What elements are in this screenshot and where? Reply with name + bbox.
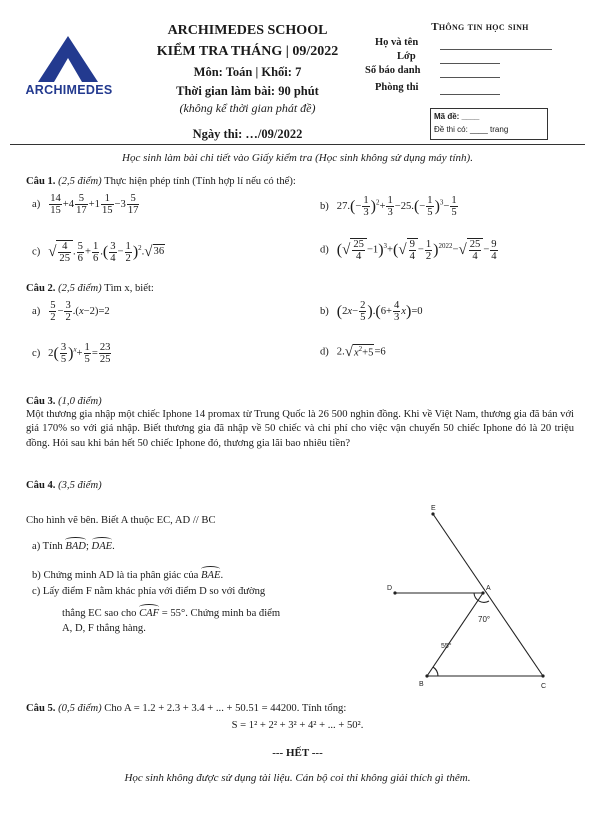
- geometry-figure: [375, 498, 565, 698]
- header-divider: [10, 144, 585, 145]
- point-label-d: D: [387, 585, 393, 592]
- logo-wordmark: ARCHIMEDES: [25, 83, 113, 97]
- q1d-expression: d) (√ $\frac{25}{4}$ −1)$^3$+(√ $\frac{9}{4}$ − $\frac{1}{2}$ )$^{2022}$−√ $\frac{25}{4}$ − $\frac{9}{4}$: [320, 238, 497, 263]
- q4-heading: Câu 4. (3,5 điểm): [26, 480, 102, 491]
- point-label-b: B: [419, 681, 424, 688]
- pages-label: Đề thi có:: [434, 125, 468, 134]
- school-name: ARCHIMEDES SCHOOL: [167, 23, 328, 38]
- q1b-expression: b) 27.(− $\frac{1}{3}$ )$^2$+ $\frac{1}{3}$ −25.(− $\frac{1}{5}$ )$^3$− $\frac{1}{5}$: [320, 195, 457, 219]
- exam-title: KIỂM TRA THÁNG | 09/2022: [156, 43, 339, 59]
- end-marker: --- HẾT ---: [272, 747, 323, 759]
- q2c-equation: c) 2( $\frac{3}{5}$ )$^x$+ $\frac{1}{5}$ = $\frac{23}{25}$: [32, 342, 111, 366]
- room-line: [440, 94, 500, 95]
- subject-line: Môn: Toán | Khối: 7: [193, 64, 302, 79]
- q5-line1: Câu 5. (0,5 điểm) Cho A = 1.2 + 2.3 + 3.4 + ... + 50.51 = 44200. Tính tổng:: [26, 703, 347, 714]
- q3-text: Một thương gia nhập một chiếc Iphone 14 promax từ Trung Quốc là 26 500 nghìn đồng. Khi về Việt Nam, thương gia đã bán với giá 170% so với giá nhập. Biết thương gia đã nhập về 50 chiếc và chi phí cho việc vận chuyển 50 chiếc Iphone đó là 20 triệu đồng. Hỏi sau khi bán hết 50 chiếc Iphone đó, thương gia lãi bao nhiêu tiền?: [26, 409, 574, 449]
- line-ba: [427, 593, 483, 676]
- figure-points: [393, 512, 544, 677]
- q2-heading: Câu 2. (2,5 điểm) Tìm x, biết:: [26, 283, 154, 294]
- code-label: Mã đề:: [434, 112, 460, 121]
- student-info-title: Thông tin học sinh: [431, 21, 529, 33]
- class-line: [440, 63, 500, 64]
- instruction: Học sinh làm bài chi tiết vào Giấy kiểm tra (Học sinh không sử dụng máy tính).: [122, 152, 473, 164]
- angle-b-arc: [433, 667, 438, 676]
- exam-header: [135, 22, 360, 143]
- class-label: Lớp: [397, 51, 416, 62]
- q4c-line2: thẳng EC sao cho CAF = 55°. Chứng minh ba điểm: [62, 604, 280, 621]
- time-line: Thời gian làm bài: 90 phút: [176, 83, 319, 98]
- room-label: Phòng thi: [375, 82, 419, 93]
- exam-code-box: Mã đề: ____ Đề thi có: ____ trang: [430, 108, 548, 140]
- q5-sum: S = 1² + 2² + 3² + 4² + ... + 50².: [231, 720, 364, 731]
- point-label-c: C: [541, 683, 547, 690]
- q3-heading: Câu 3. (1,0 điểm): [26, 396, 102, 407]
- q1a-expression: a) $\frac{14}{15}$ +4 $\frac{5}{17}$ +1 $\frac{1}{15}$ −3 $\frac{5}{17}$: [32, 193, 139, 217]
- student-info: [365, 20, 555, 110]
- q4b-text: b) Chứng minh AD là tia phân giác của BAE.: [32, 566, 223, 583]
- q4-intro: Cho hình vẽ bên. Biết A thuộc EC, AD // BC: [26, 515, 216, 526]
- angle-a-label: 70°: [478, 615, 491, 624]
- pages-unit: trang: [490, 125, 509, 134]
- q4c-line1: c) Lấy điểm F nằm khác phía với điểm D so với đường: [32, 586, 266, 597]
- point-label-e: E: [431, 505, 436, 512]
- q1-heading: Câu 1. (2,5 điểm) Thực hiện phép tính (Tính hợp lí nếu có thể):: [26, 176, 296, 187]
- point-label-a: A: [486, 585, 491, 592]
- footer-note: Học sinh không được sử dụng tài liệu. Cán bộ coi thi không giải thích gì thêm.: [124, 772, 471, 784]
- q1c-expression: c) √ $\frac{4}{25}$ . $\frac{5}{6}$ + $\frac{1}{6}$ .( $\frac{3}{4}$ − $\frac{1}{2}$ )$^2$.√36: [32, 240, 165, 265]
- time-note: (không kể thời gian phát đề): [179, 100, 316, 115]
- q2b-equation: b) (2x− $\frac{2}{5}$ ).(6+ $\frac{4}{3}$ x)=0: [320, 300, 423, 324]
- exam-date: Ngày thi: …/09/2022: [192, 126, 303, 141]
- id-line: [440, 77, 500, 78]
- q2a-equation: a) $\frac{5}{2}$ − $\frac{3}{2}$ .(x−2)=2: [32, 300, 110, 324]
- q2d-equation: d) $2.√x^2+5=6$: [320, 344, 386, 360]
- line-ec: [433, 514, 543, 676]
- q4a-text: a) Tính BAD; DAE.: [32, 537, 115, 554]
- name-label: Họ và tên: [375, 37, 419, 48]
- name-line: [440, 49, 552, 50]
- q4c-line3: A, D, F thẳng hàng.: [62, 623, 146, 634]
- angle-b-label: 55°: [441, 643, 452, 650]
- archimedes-logo-icon: [18, 36, 118, 82]
- id-label: Số báo danh: [365, 65, 421, 76]
